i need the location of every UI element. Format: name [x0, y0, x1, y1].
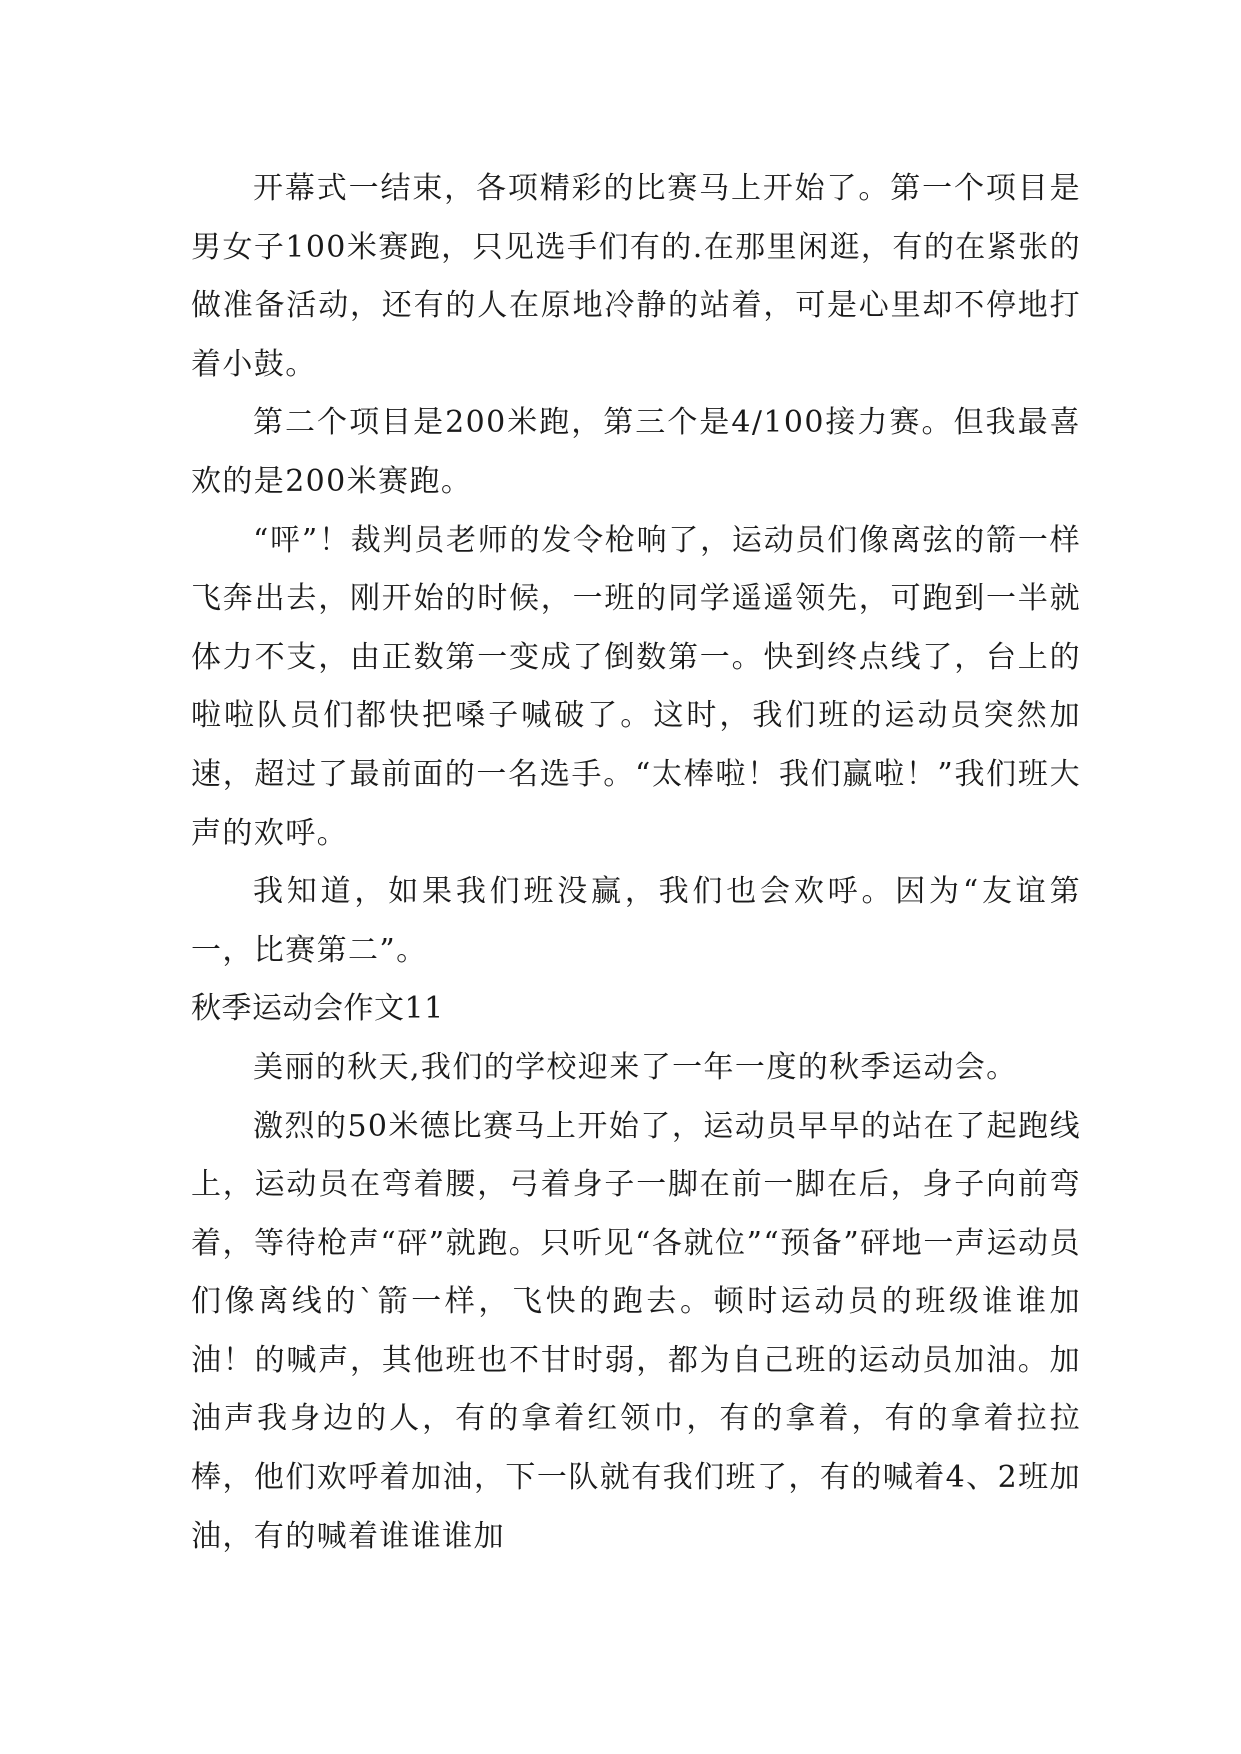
essay-title: 秋季运动会作文11: [191, 991, 444, 1027]
paragraph-race: “呯”！裁判员老师的发令枪响了，运动员们像离弦的箭一样飞奔出去，刚开始的时候，一班的同学遥遥领先，可跑到一半就体力不支，由正数第一变成了倒数第一。快到终点线了，台上的啦啦队员们都快把嗓子喊破了。这时，我们班的运动员突然加速，超过了最前面的一名选手。“太棒啦！我们赢啦！”我们班大声的欢呼。: [191, 522, 1081, 851]
document-body: [191, 160, 1081, 1566]
paragraph-50m-race: 激烈的50米德比赛马上开始了，运动员早早的站在了起跑线上，运动员在弯着腰，弓着身子一脚在前一脚在后，身子向前弯着，等待枪声“砰”就跑。只听见“各就位”“预备”砰地一声运动员们像离线的`箭一样，飞快的跑去。顿时运动员的班级谁谁加油！的喊声，其他班也不甘时弱，都为自己班的运动员加油。加油声我身边的人，有的拿着红领巾，有的拿着，有的拿着拉拉棒，他们欢呼着加油，下一队就有我们班了，有的喊着4、2班加油，有的喊着谁谁谁加: [191, 1108, 1081, 1554]
paragraph-opening-ceremony: 开幕式一结束，各项精彩的比赛马上开始了。第一个项目是男女子100米赛跑，只见选手们有的.在那里闲逛，有的在紧张的做准备活动，还有的人在原地冷静的站着，可是心里却不停地打着小鼓。: [191, 171, 1081, 382]
paragraph-friendship: 我知道，如果我们班没赢，我们也会欢呼。因为“友谊第一，比赛第二”。: [191, 874, 1081, 968]
paragraph-second-event: 第二个项目是200米跑，第三个是4/100接力赛。但我最喜欢的是200米赛跑。: [191, 405, 1081, 499]
paragraph-autumn-intro: 美丽的秋天,我们的学校迎来了一年一度的秋季运动会。: [253, 1049, 1018, 1085]
